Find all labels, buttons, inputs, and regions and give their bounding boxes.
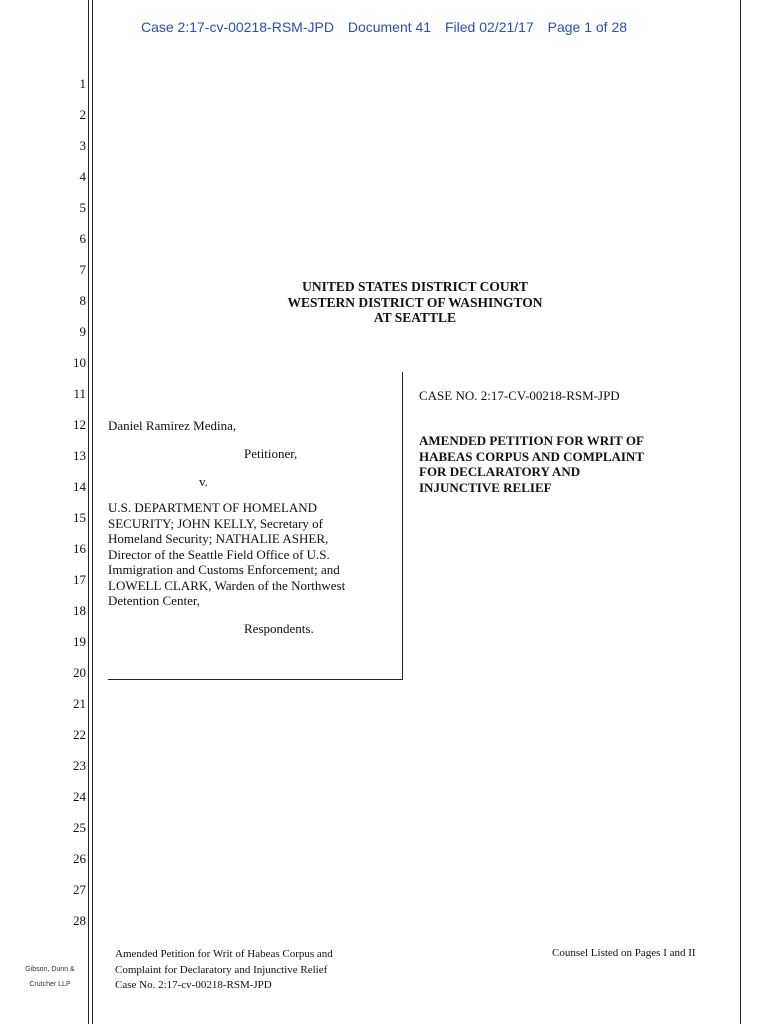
- court-heading: [100, 279, 730, 326]
- caption-divider-horizontal: [108, 679, 403, 680]
- line-number: 16: [73, 541, 86, 556]
- firm-line: Crutcher LLP: [29, 981, 71, 988]
- line-number: 6: [79, 231, 86, 246]
- line-number: 20: [73, 665, 86, 680]
- line-number: 18: [73, 603, 86, 618]
- line-number: 17: [73, 572, 86, 587]
- document-title-line: AMENDED PETITION FOR WRIT OF: [419, 433, 644, 448]
- line-number: 8: [79, 293, 86, 308]
- document-title: [419, 433, 709, 495]
- line-number: 13: [73, 448, 86, 463]
- filing-stamp: [0, 19, 768, 35]
- document-title-line: INJUNCTIVE RELIEF: [419, 479, 552, 495]
- footer-document-info: [115, 947, 333, 994]
- line-number: 2: [79, 107, 86, 122]
- line-number: 5: [79, 200, 86, 215]
- line-number: 14: [73, 479, 86, 494]
- respondents-line: Director of the Seattle Field Office of U.S.: [108, 546, 330, 562]
- line-number: 7: [79, 262, 86, 277]
- line-number: 15: [73, 510, 86, 525]
- respondents-line: Homeland Security; NATHALIE ASHER,: [108, 531, 329, 546]
- line-number: 19: [73, 634, 86, 649]
- line-number: 26: [73, 851, 86, 866]
- firm-line: Gibson, Dunn &: [25, 966, 75, 973]
- petitioner-label: Petitioner,: [244, 446, 298, 461]
- caption-divider-vertical: [402, 372, 403, 679]
- line-number: 9: [79, 324, 86, 339]
- case-number: CASE NO. 2:17-CV-00218-RSM-JPD: [419, 388, 620, 403]
- line-number: 24: [73, 789, 86, 804]
- document-title-line: FOR DECLARATORY AND: [419, 464, 581, 479]
- line-number: 3: [79, 138, 86, 153]
- stamp-filed: Filed 02/21/17: [445, 19, 534, 35]
- line-number: 1: [79, 76, 86, 91]
- court-line-2: WESTERN DISTRICT OF WASHINGTON: [287, 294, 543, 310]
- stamp-page: Page 1 of 28: [547, 19, 628, 35]
- respondents-line: LOWELL CLARK, Warden of the Northwest: [108, 577, 346, 593]
- footer-line: Amended Petition for Writ of Habeas Corpus and: [115, 948, 333, 960]
- footer-counsel-note: Counsel Listed on Pages I and II: [552, 947, 696, 959]
- line-number: 10: [73, 355, 86, 370]
- respondents-line: Immigration and Customs Enforcement; and: [108, 562, 340, 577]
- court-line-1: UNITED STATES DISTRICT COURT: [302, 279, 528, 294]
- versus: v.: [199, 474, 208, 489]
- court-line-3: AT SEATTLE: [373, 310, 457, 325]
- respondents-label: Respondents.: [244, 621, 314, 636]
- line-number: 27: [73, 882, 86, 897]
- line-number: 22: [73, 727, 86, 742]
- respondents-block: [108, 500, 400, 609]
- respondents-line: Detention Center,: [108, 593, 200, 608]
- petitioner-name: Daniel Ramirez Medina,: [108, 418, 237, 433]
- left-margin-line-inner: [92, 0, 93, 1024]
- line-number: 4: [79, 169, 86, 184]
- line-number: 25: [73, 820, 86, 835]
- respondents-line: U.S. DEPARTMENT OF HOMELAND: [108, 500, 318, 515]
- footer-line: Complaint for Declaratory and Injunctive Relief: [115, 963, 328, 976]
- line-number: 12: [73, 417, 86, 432]
- right-margin-line: [740, 0, 741, 1024]
- law-firm-name: [20, 962, 80, 992]
- left-margin-line-outer: [88, 0, 89, 1024]
- line-number: 11: [73, 386, 86, 401]
- footer-line: Case No. 2:17-cv-00218-RSM-JPD: [115, 979, 272, 991]
- line-number: 28: [73, 913, 86, 928]
- respondents-line: SECURITY; JOHN KELLY, Secretary of: [108, 515, 323, 531]
- line-number: 23: [73, 758, 86, 773]
- line-number: 21: [73, 696, 86, 711]
- document-title-line: HABEAS CORPUS AND COMPLAINT: [419, 448, 644, 464]
- stamp-document: Document 41: [347, 19, 432, 35]
- stamp-case: Case 2:17-cv-00218-RSM-JPD: [140, 19, 334, 35]
